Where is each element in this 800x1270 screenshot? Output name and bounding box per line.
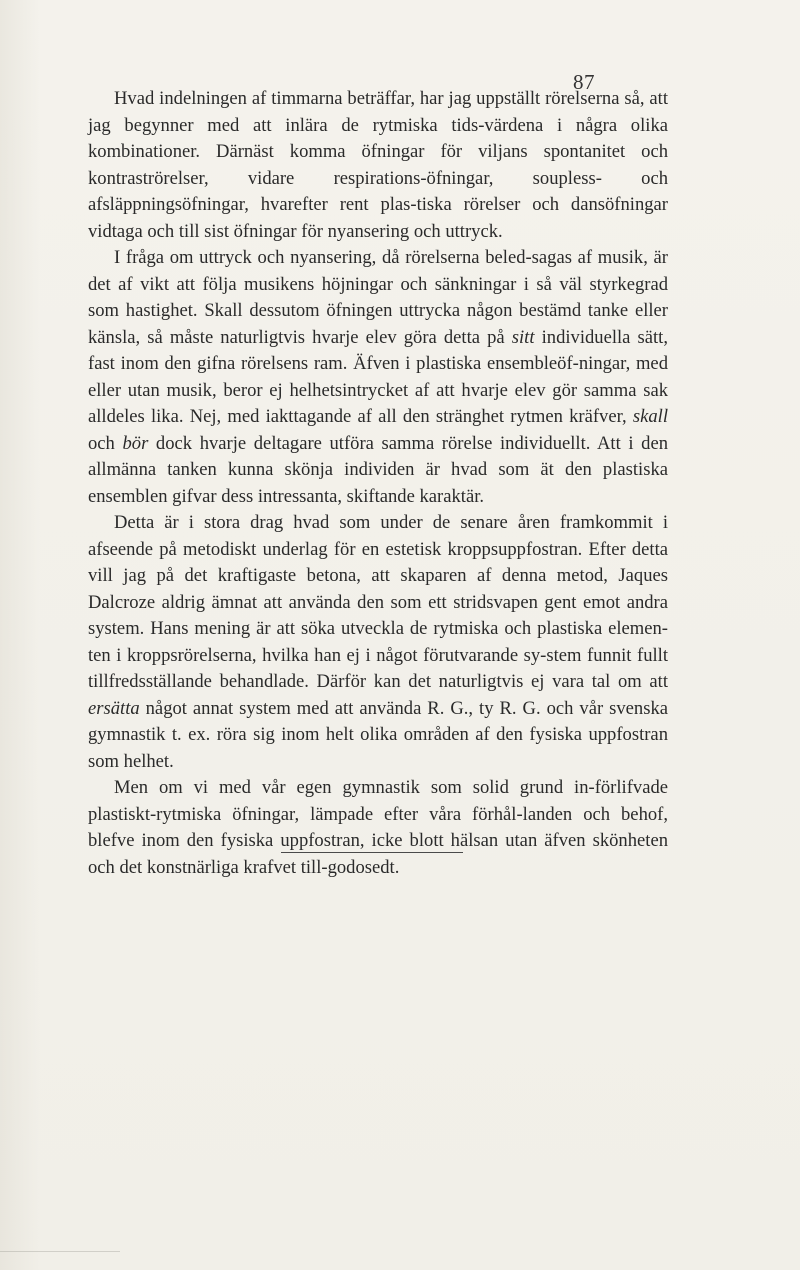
page-edge-mark — [0, 1251, 120, 1252]
paragraph-2-text-a: I fråga om uttryck och nyansering, då rörelserna beled-sagas af musik, är det af vikt att följa musikens höjningar och sänkningar i så väl styrkegrad som hastighet. Skall dessutom öfningen uttrycka någon bestämd tanke eller känsla, så måste naturligtvis hvarje elev göra detta på — [88, 247, 668, 348]
page-number: 87 — [573, 70, 595, 94]
paragraph-3-text-a: Detta är i stora drag hvad som under de senare åren framkommit i afseende på metodiskt underlag för en estetisk kroppsuppfostran. Efter detta vill jag på det kraftigaste betona, att skaparen af denna metod, Jaques Dalcroze aldrig ämnat att använda den som ett stridsvapen gent emot andra system. Hans mening är att söka utveckla de rytmiska och plastiska elemen-ten i kroppsrörelserna, hvilka han ej i något förutvarande sy-stem funnit fullt tillfredsställande behandlade. Därför kan det naturligtvis ej vara tal om att — [88, 512, 668, 692]
paragraph-4: Men om vi med vår egen gymnastik som solid grund in-förlifvade plastiskt-rytmiska öfningar, lämpade efter våra förhål-landen och behof, blefve inom den fysiska uppfostran, icke blott hälsan utan äfven skönheten och det konstnärliga krafvet till-godosedt. — [88, 777, 668, 878]
paragraph-3-emphasis-ersatta: ersätta — [88, 697, 140, 719]
body-text — [88, 86, 668, 881]
paragraph-2-emphasis-bor: bör — [122, 432, 149, 454]
paragraph-2 — [88, 245, 668, 510]
paragraph-3 — [88, 510, 668, 775]
paragraph-2-emphasis-skall: skall — [632, 406, 668, 427]
paragraph-2-emphasis-sitt: sitt — [511, 326, 535, 348]
paragraph-2-text-d: dock hvarje deltagare utföra samma rörelse individuellt. Att i den allmänna tanken kunna skönja individen är hvad som ät den plastiska ensemblen gifvar dess intressanta, skiftande karaktär. — [88, 432, 668, 507]
section-divider — [281, 852, 463, 853]
paragraph-2-text-c: och — [88, 432, 123, 454]
paragraph-3-text-b: något annat system med att använda R. G., ty R. G. och vår svenska gymnastik t. ex. röra sig inom helt olika områden af den fysiska uppfostran som helhet. — [88, 697, 668, 772]
paragraph-2-text-b: individuella sätt, fast inom den gifna rörelsens ram. Äfven i plastiska ensembleöf-ningar, med eller utan musik, beror ej helhetsintrycket af att hvarje elev gör samma sak alldeles lika. Nej, med iakttagande af all den stränghet rytmen kräfver, — [88, 326, 668, 427]
paragraph-1: Hvad indelningen af timmarna beträffar, har jag uppställt rörelserna så, att jag begynner med att inlära de rytmiska tids-värdena i några olika kombinationer. Därnäst komma öfningar för viljans spontanitet och kontraströrelser, vidare respirations-öfningar, soupless- och afsläppningsöfningar, hvarefter rent plas-tiska rörelser och dansöfningar vidtaga och till sist öfningar för nyansering och uttryck. — [88, 88, 668, 242]
